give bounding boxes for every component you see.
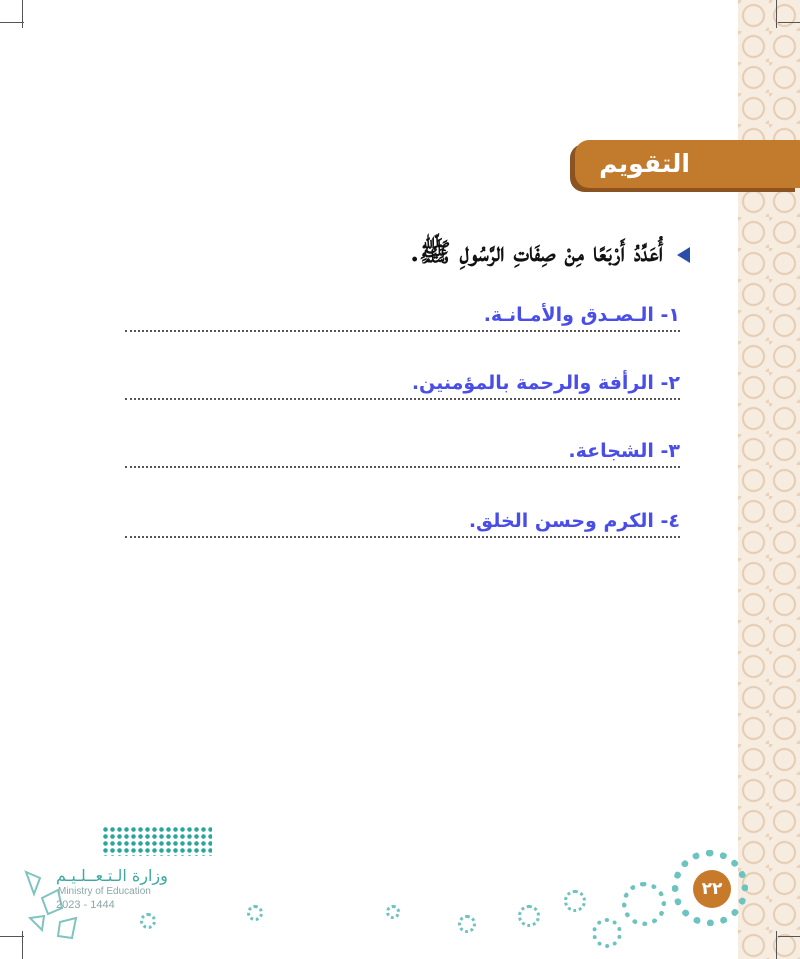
crop-mark — [778, 936, 800, 937]
crop-mark — [0, 936, 24, 937]
rosette-ornament-icon — [518, 905, 540, 927]
rosette-ornament-icon — [564, 890, 586, 912]
logo-english-text: Ministry of Education — [58, 886, 151, 897]
answer-line[interactable] — [125, 364, 680, 400]
logo-arabic-text: وزارة الـتـعــلـيـم — [56, 866, 168, 885]
crop-mark — [776, 931, 777, 959]
rosette-ornament-icon — [140, 913, 156, 929]
rosette-ornament-icon — [458, 915, 476, 933]
answer-line[interactable] — [125, 432, 680, 468]
ministry-logo — [22, 826, 192, 944]
answer-text: ٣- الشجاعة. — [568, 440, 680, 462]
answer-line[interactable] — [125, 296, 680, 332]
crop-mark — [776, 0, 777, 28]
section-header-tab — [575, 140, 800, 188]
question-text: أُعَدِّدُ أَرْبَعًا مِنْ صِفَاتِ الرَّسُولِ ﷺ. — [410, 238, 663, 268]
crop-mark — [778, 22, 800, 23]
rosette-ornament-icon — [622, 882, 666, 926]
answer-text: ١- الـصـدق والأمـانـة. — [483, 304, 680, 326]
rosette-ornament-icon — [592, 918, 622, 948]
crop-mark — [0, 22, 24, 23]
rosette-ornament-icon — [247, 905, 263, 921]
page-number: ٢٢ — [693, 870, 731, 908]
rosette-ornament-icon — [386, 905, 400, 919]
section-title: التقويم — [599, 149, 690, 178]
answer-line[interactable] — [125, 502, 680, 538]
triangle-bullet-icon — [677, 247, 690, 263]
answer-text: ٤- الكرم وحسن الخلق. — [468, 510, 680, 532]
question-row — [410, 236, 690, 274]
crop-mark — [22, 0, 23, 28]
logo-year-text: 2023 - 1444 — [56, 899, 115, 911]
answer-text: ٢- الرأفة والرحمة بالمؤمنين. — [411, 372, 680, 394]
logo-dots-icon — [102, 826, 212, 856]
